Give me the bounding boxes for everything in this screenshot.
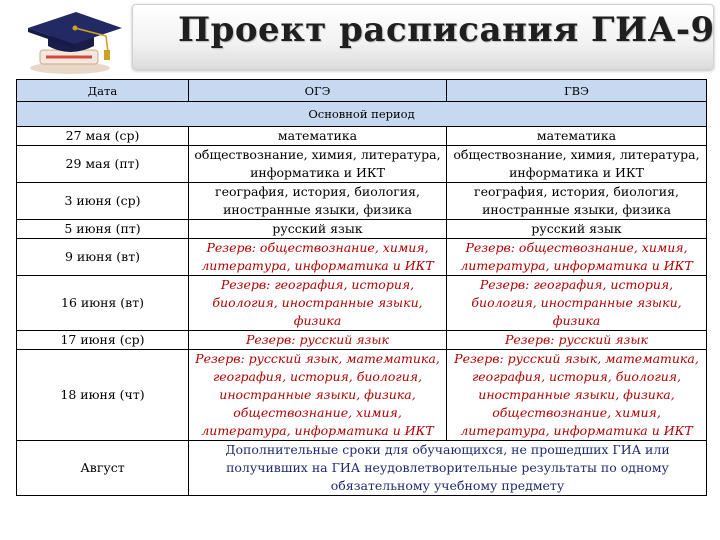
period-band-row [17, 102, 707, 127]
oge-cell: обществознание, химия, литература, информатика и ИКТ [189, 146, 447, 183]
table-row [17, 276, 707, 331]
oge-cell: Резерв: русский язык, математика, география, история, биология, иностранные языки, физика, обществознание, химия, литература, информатика и ИКТ [189, 350, 447, 441]
table-row [17, 220, 707, 239]
date-cell: 18 июня (чт) [17, 350, 189, 441]
date-cell: Август [17, 441, 189, 496]
oge-cell: география, история, биология, иностранные языки, физика [189, 183, 447, 220]
header-oge: ОГЭ [189, 80, 447, 102]
gve-cell: математика [447, 127, 707, 146]
oge-cell: Резерв: русский язык [189, 331, 447, 350]
page-title: Проект расписания ГИА-9 [178, 10, 715, 50]
period-label: Основной период [17, 102, 707, 127]
header-date: Дата [17, 80, 189, 102]
table-row [17, 183, 707, 220]
gve-cell: Резерв: география, история, биология, иностранные языки, физика [447, 276, 707, 331]
date-cell: 29 мая (пт) [17, 146, 189, 183]
date-cell: 5 июня (пт) [17, 220, 189, 239]
gve-cell: Резерв: русский язык, математика, география, история, биология, иностранные языки, физика, обществознание, химия, литература, информатика и ИКТ [447, 350, 707, 441]
date-cell: 17 июня (ср) [17, 331, 189, 350]
gve-cell: география, история, биология, иностранные языки, физика [447, 183, 707, 220]
oge-cell: Резерв: обществознание, химия, литература, информатика и ИКТ [189, 239, 447, 276]
date-cell: 16 июня (вт) [17, 276, 189, 331]
table-row-august [17, 441, 707, 496]
gve-cell: Резерв: обществознание, химия, литература, информатика и ИКТ [447, 239, 707, 276]
table-row [17, 331, 707, 350]
gve-cell: Резерв: русский язык [447, 331, 707, 350]
gve-cell: обществознание, химия, литература, информатика и ИКТ [447, 146, 707, 183]
oge-cell: Резерв: география, история, биология, иностранные языки, физика [189, 276, 447, 331]
oge-cell: русский язык [189, 220, 447, 239]
header-gve: ГВЭ [447, 80, 707, 102]
date-cell: 3 июня (ср) [17, 183, 189, 220]
table-row [17, 146, 707, 183]
gve-cell: русский язык [447, 220, 707, 239]
table-header-row [17, 80, 707, 102]
date-cell: 27 мая (ср) [17, 127, 189, 146]
table-row [17, 127, 707, 146]
table-row [17, 239, 707, 276]
august-note: Дополнительные сроки для обучающихся, не прошедших ГИА или получивших на ГИА неудовлетворительные результаты по одному обязательному учебному предмету [189, 441, 707, 496]
table-row [17, 350, 707, 441]
schedule-table [16, 79, 707, 496]
date-cell: 9 июня (вт) [17, 239, 189, 276]
graduation-cap-icon [18, 6, 128, 76]
oge-cell: математика [189, 127, 447, 146]
